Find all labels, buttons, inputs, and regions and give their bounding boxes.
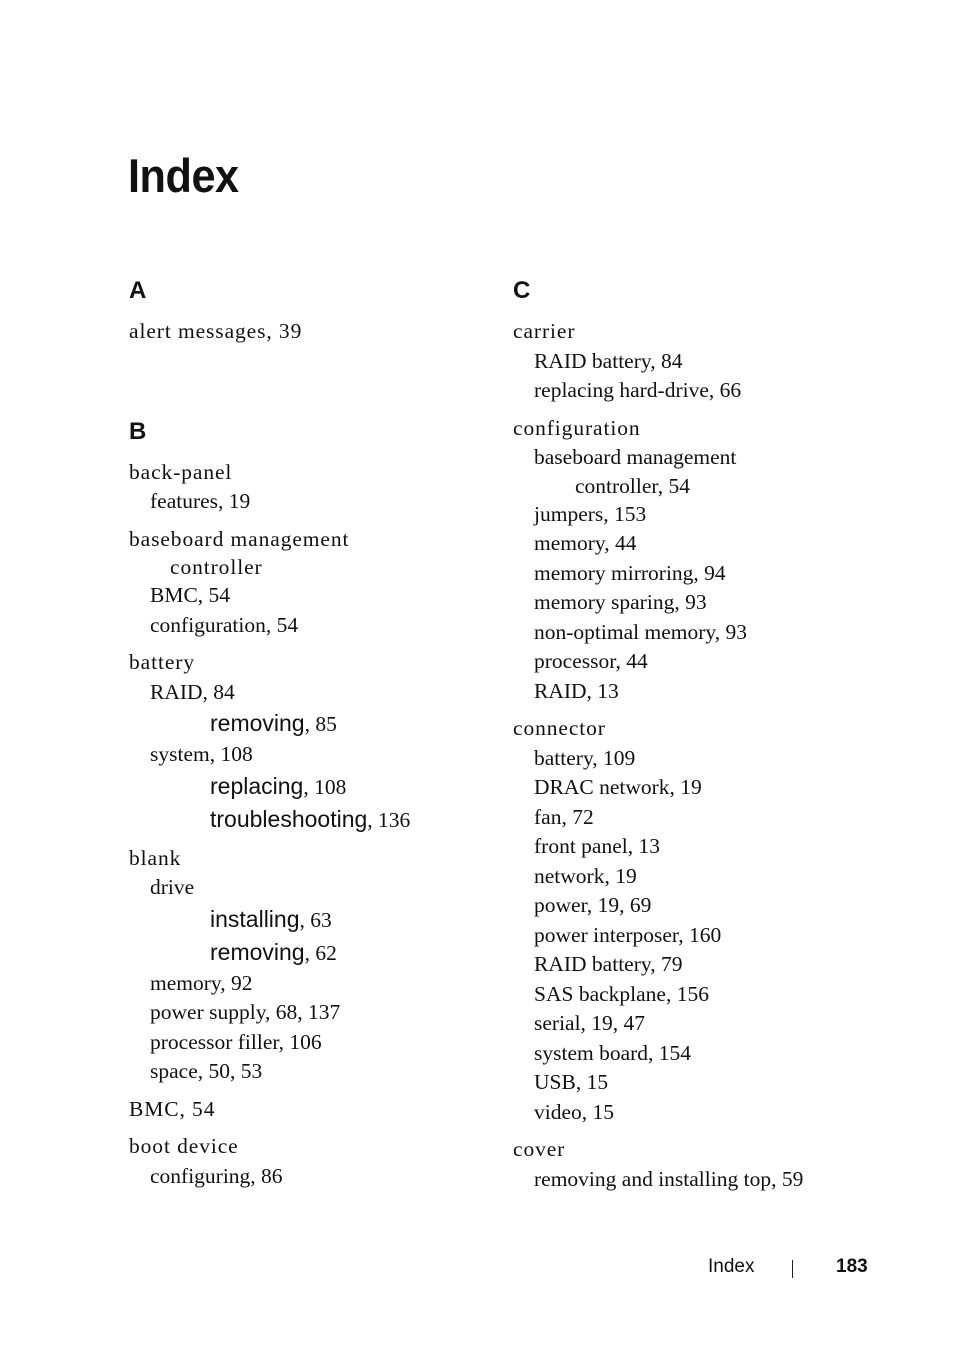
index-subterm: system board, 154 xyxy=(534,1040,692,1065)
index-page-refs: , 63 xyxy=(299,907,332,932)
index-term: connector xyxy=(513,716,606,740)
section-letter-c: C xyxy=(513,277,531,304)
index-entry-alert-messages xyxy=(129,317,489,347)
index-entry-baseboard-management-controller xyxy=(129,525,489,641)
index-subterm: serial, 19, 47 xyxy=(534,1011,646,1035)
index-subterm: features, 19 xyxy=(150,489,251,513)
index-subterm: memory sparing, 93 xyxy=(534,590,707,614)
footer-divider xyxy=(792,1260,793,1278)
index-subterm: battery, 109 xyxy=(534,745,636,770)
index-subterm: power, 19, 69 xyxy=(534,893,652,917)
index-column-right xyxy=(513,274,873,1202)
index-subterm: BMC, 54 xyxy=(150,583,231,607)
index-entry-battery xyxy=(129,648,489,836)
section-letter-a: A xyxy=(129,277,147,304)
index-subsubterm xyxy=(129,936,489,969)
index-subterm: memory, 44 xyxy=(534,531,637,555)
index-entry-configuration xyxy=(513,414,873,707)
index-subterm-continuation: controller, 54 xyxy=(575,473,690,498)
index-entry-carrier xyxy=(513,317,873,406)
index-entry-bmc xyxy=(129,1095,489,1125)
index-term: carrier xyxy=(513,319,576,343)
index-subterm: processor, 44 xyxy=(534,649,648,673)
index-subterm: RAID battery, 84 xyxy=(534,348,683,373)
index-subterm: removing and installing top, 59 xyxy=(534,1166,804,1191)
index-subterm: RAID battery, 79 xyxy=(534,952,683,976)
index-subterm: DRAC network, 19 xyxy=(534,775,702,799)
index-term: BMC, 54 xyxy=(129,1096,216,1121)
index-subterm: power interposer, 160 xyxy=(534,922,722,947)
index-term: back-panel xyxy=(129,459,233,484)
section-letter-b: B xyxy=(129,417,147,445)
index-subsubterm-label: removing xyxy=(210,710,305,736)
index-subsubterm xyxy=(129,803,489,836)
index-subterm: memory, 92 xyxy=(150,970,253,995)
index-subterm: front panel, 13 xyxy=(534,834,660,858)
index-subterm: processor filler, 106 xyxy=(150,1029,322,1054)
index-term-continuation: controller xyxy=(170,555,263,579)
index-term: configuration xyxy=(513,415,641,440)
index-subterm: drive xyxy=(150,875,195,899)
index-subsubterm xyxy=(129,707,489,740)
index-page-refs: , 136 xyxy=(367,807,411,832)
index-term: baseboard management xyxy=(129,526,350,551)
index-subterm: configuration, 54 xyxy=(150,612,299,637)
index-subterm: SAS backplane, 156 xyxy=(534,981,709,1006)
index-page-refs: , 85 xyxy=(304,712,337,736)
index-subsubterm-label: troubleshooting xyxy=(210,805,368,832)
section-spacer xyxy=(129,355,489,415)
index-term: blank xyxy=(129,845,182,870)
index-column-left xyxy=(129,274,489,1199)
index-subterm: RAID, 84 xyxy=(150,679,235,704)
index-subterm: system, 108 xyxy=(150,742,253,766)
index-subterm: fan, 72 xyxy=(534,804,594,829)
index-subterm: power supply, 68, 137 xyxy=(150,1000,341,1024)
index-subterm: memory mirroring, 94 xyxy=(534,560,726,585)
index-entry-connector xyxy=(513,714,873,1127)
index-subterm: replacing hard-drive, 66 xyxy=(534,378,742,402)
page-title: Index xyxy=(128,149,239,202)
index-page-refs: , 62 xyxy=(304,940,337,965)
index-subterm: configuring, 86 xyxy=(150,1163,283,1188)
index-subterm: non-optimal memory, 93 xyxy=(534,619,747,644)
index-subsubterm-label: installing xyxy=(210,905,300,932)
index-subsubterm-label: replacing xyxy=(210,772,304,799)
index-term: battery xyxy=(129,650,195,674)
index-subterm: USB, 15 xyxy=(534,1070,609,1094)
index-term: boot device xyxy=(129,1134,239,1158)
index-subterm: baseboard management xyxy=(534,445,737,469)
index-subsubterm xyxy=(129,903,489,936)
index-term: cover xyxy=(513,1137,566,1161)
footer-section-label: Index xyxy=(708,1256,755,1277)
index-entry-back-panel xyxy=(129,458,489,517)
index-entry-cover xyxy=(513,1135,873,1194)
index-subterm: jumpers, 153 xyxy=(534,501,647,526)
index-page-refs: , 108 xyxy=(303,774,347,799)
index-subterm: RAID, 13 xyxy=(534,678,619,703)
index-subsubterm xyxy=(129,770,489,803)
page-footer xyxy=(0,1254,954,1282)
index-entry-blank xyxy=(129,844,489,1087)
index-subterm: space, 50, 53 xyxy=(150,1059,263,1083)
page-number: 183 xyxy=(836,1256,868,1277)
index-subterm: video, 15 xyxy=(534,1099,615,1124)
index-subterm: network, 19 xyxy=(534,863,637,888)
index-subsubterm-label: removing xyxy=(210,938,305,965)
index-term: alert messages, 39 xyxy=(129,319,303,343)
index-entry-boot-device xyxy=(129,1132,489,1191)
